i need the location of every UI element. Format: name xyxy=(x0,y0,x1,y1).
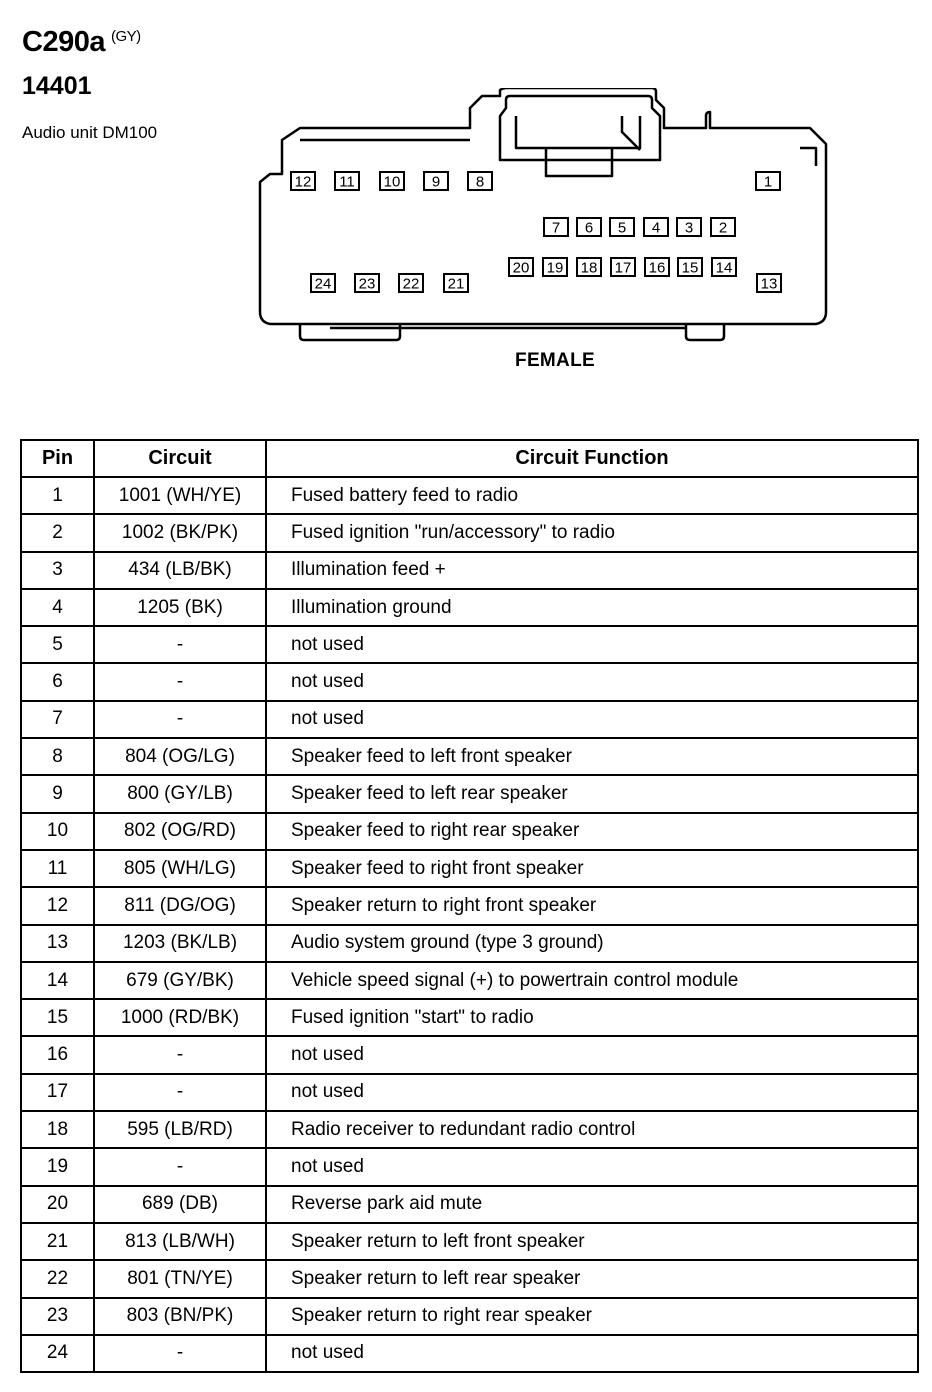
table-row xyxy=(21,850,918,887)
pin-cell: 18 xyxy=(21,1111,94,1148)
table-row xyxy=(21,663,918,700)
circuit-cell: 679 (GY/BK) xyxy=(94,962,266,999)
header-pin: Pin xyxy=(21,440,94,477)
pin-number-label: 21 xyxy=(447,275,465,293)
connector-description: Audio unit DM100 xyxy=(22,123,158,142)
locking-tab-right xyxy=(622,116,640,150)
function-cell: not used xyxy=(266,701,918,738)
function-cell: Speaker feed to left front speaker xyxy=(266,738,918,775)
circuit-cell: 1002 (BK/PK) xyxy=(94,514,266,551)
pin-number-label: 8 xyxy=(475,173,485,191)
pin-number-label: 22 xyxy=(402,275,420,293)
circuit-cell: 802 (OG/RD) xyxy=(94,813,266,850)
table-row xyxy=(21,1036,918,1073)
table-row xyxy=(21,1298,918,1335)
pin-cell: 3 xyxy=(21,552,94,589)
pin-number-label: 7 xyxy=(551,219,561,237)
header-circuit: Circuit xyxy=(94,440,266,477)
circuit-cell: 811 (DG/OG) xyxy=(94,887,266,924)
pin-cell: 20 xyxy=(21,1186,94,1223)
table-row xyxy=(21,962,918,999)
table-row xyxy=(21,1223,918,1260)
function-cell: not used xyxy=(266,663,918,700)
table-row xyxy=(21,1148,918,1185)
pin-cell: 2 xyxy=(21,514,94,551)
pin-number-label: 5 xyxy=(617,219,627,237)
function-cell: not used xyxy=(266,1335,918,1372)
connector-title xyxy=(22,26,141,59)
female-view-label: FEMALE xyxy=(515,350,595,371)
connector-face-diagram xyxy=(250,88,840,350)
function-cell: not used xyxy=(266,626,918,663)
table-row xyxy=(21,775,918,812)
table-row xyxy=(21,701,918,738)
pin-number-label: 11 xyxy=(339,173,355,191)
function-cell: Speaker return to right rear speaker xyxy=(266,1298,918,1335)
circuit-cell: - xyxy=(94,663,266,700)
circuit-cell: 689 (DB) xyxy=(94,1186,266,1223)
pin-cell: 5 xyxy=(21,626,94,663)
pin-number-label: 17 xyxy=(614,259,632,277)
function-cell: Vehicle speed signal (+) to powertrain control module xyxy=(266,962,918,999)
function-cell: Reverse park aid mute xyxy=(266,1186,918,1223)
pin-cell: 7 xyxy=(21,701,94,738)
table-row xyxy=(21,1186,918,1223)
function-cell: Fused battery feed to radio xyxy=(266,477,918,514)
circuit-cell: 434 (LB/BK) xyxy=(94,552,266,589)
pin-number-label: 3 xyxy=(684,219,694,237)
pin-number-label: 10 xyxy=(383,173,401,191)
circuit-cell: 1203 (BK/LB) xyxy=(94,925,266,962)
pin-cell: 8 xyxy=(21,738,94,775)
table-row xyxy=(21,477,918,514)
circuit-cell: - xyxy=(94,701,266,738)
circuit-cell: - xyxy=(94,1036,266,1073)
circuit-cell: 800 (GY/LB) xyxy=(94,775,266,812)
pin-number-label: 15 xyxy=(681,259,699,277)
pin-number-label: 9 xyxy=(431,173,441,191)
pinout-table xyxy=(20,439,919,1373)
bottom-foot-left xyxy=(300,324,400,340)
pin-cell: 12 xyxy=(21,887,94,924)
table-row xyxy=(21,589,918,626)
function-cell: not used xyxy=(266,1074,918,1111)
latch-inner-outline xyxy=(500,96,660,160)
function-cell: Fused ignition "run/accessory" to radio xyxy=(266,514,918,551)
circuit-cell: - xyxy=(94,1074,266,1111)
pin-cell: 11 xyxy=(21,850,94,887)
pin-cell: 21 xyxy=(21,1223,94,1260)
circuit-cell: 804 (OG/LG) xyxy=(94,738,266,775)
table-row xyxy=(21,738,918,775)
circuit-cell: 595 (LB/RD) xyxy=(94,1111,266,1148)
connector-name: C290a xyxy=(22,26,105,58)
pin-number-label: 18 xyxy=(580,259,598,277)
pin-number-label: 16 xyxy=(648,259,666,277)
function-cell: Fused ignition "start" to radio xyxy=(266,999,918,1036)
pin-cell: 23 xyxy=(21,1298,94,1335)
table-row xyxy=(21,514,918,551)
table-row xyxy=(21,1260,918,1297)
function-cell: Speaker return to left rear speaker xyxy=(266,1260,918,1297)
table-row xyxy=(21,552,918,589)
pin-cell: 19 xyxy=(21,1148,94,1185)
pin-cell: 13 xyxy=(21,925,94,962)
pin-cell: 4 xyxy=(21,589,94,626)
circuit-cell: 801 (TN/YE) xyxy=(94,1260,266,1297)
function-cell: Illumination ground xyxy=(266,589,918,626)
table-header-row xyxy=(21,440,918,477)
pin-cell: 1 xyxy=(21,477,94,514)
bottom-foot-right xyxy=(686,324,724,340)
pin-cell: 24 xyxy=(21,1335,94,1372)
part-number: 14401 xyxy=(22,72,92,100)
circuit-cell: - xyxy=(94,626,266,663)
pin-cell: 10 xyxy=(21,813,94,850)
circuit-cell: 1001 (WH/YE) xyxy=(94,477,266,514)
function-cell: Speaker feed to right front speaker xyxy=(266,850,918,887)
pin-number-label: 12 xyxy=(294,173,312,191)
pin-cell: 17 xyxy=(21,1074,94,1111)
table-row xyxy=(21,813,918,850)
table-row xyxy=(21,925,918,962)
housing-corner-detail xyxy=(800,148,816,166)
function-cell: Speaker return to left front speaker xyxy=(266,1223,918,1260)
function-cell: Speaker return to right front speaker xyxy=(266,887,918,924)
function-cell: Speaker feed to left rear speaker xyxy=(266,775,918,812)
function-cell: not used xyxy=(266,1036,918,1073)
table-row xyxy=(21,1335,918,1372)
pin-cell: 9 xyxy=(21,775,94,812)
connector-housing-outline xyxy=(260,88,826,324)
pin-number-label: 19 xyxy=(546,259,564,277)
circuit-cell: - xyxy=(94,1335,266,1372)
pin-number-label: 24 xyxy=(314,275,332,293)
pin-number-label: 13 xyxy=(760,275,778,293)
pin-cell: 14 xyxy=(21,962,94,999)
pin-number-label: 1 xyxy=(763,173,773,191)
connector-color-code: (GY) xyxy=(110,28,141,45)
function-cell: Audio system ground (type 3 ground) xyxy=(266,925,918,962)
pin-number-label: 2 xyxy=(718,219,728,237)
circuit-cell: - xyxy=(94,1148,266,1185)
table-row xyxy=(21,887,918,924)
circuit-cell: 1205 (BK) xyxy=(94,589,266,626)
function-cell: not used xyxy=(266,1148,918,1185)
pin-cell: 16 xyxy=(21,1036,94,1073)
circuit-cell: 803 (BN/PK) xyxy=(94,1298,266,1335)
pin-number-label: 6 xyxy=(584,219,594,237)
pin-cell: 15 xyxy=(21,999,94,1036)
table-row xyxy=(21,626,918,663)
pin-number-label: 14 xyxy=(715,259,733,277)
circuit-cell: 805 (WH/LG) xyxy=(94,850,266,887)
table-row xyxy=(21,1074,918,1111)
pin-number-label: 20 xyxy=(512,259,530,277)
circuit-cell: 1000 (RD/BK) xyxy=(94,999,266,1036)
function-cell: Illumination feed + xyxy=(266,552,918,589)
circuit-cell: 813 (LB/WH) xyxy=(94,1223,266,1260)
function-cell: Radio receiver to redundant radio control xyxy=(266,1111,918,1148)
pin-number-label: 4 xyxy=(651,219,661,237)
table-row xyxy=(21,999,918,1036)
pin-number-label: 23 xyxy=(358,275,376,293)
pin-cell: 6 xyxy=(21,663,94,700)
function-cell: Speaker feed to right rear speaker xyxy=(266,813,918,850)
pin-cell: 22 xyxy=(21,1260,94,1297)
table-row xyxy=(21,1111,918,1148)
header-circuit-function: Circuit Function xyxy=(266,440,918,477)
